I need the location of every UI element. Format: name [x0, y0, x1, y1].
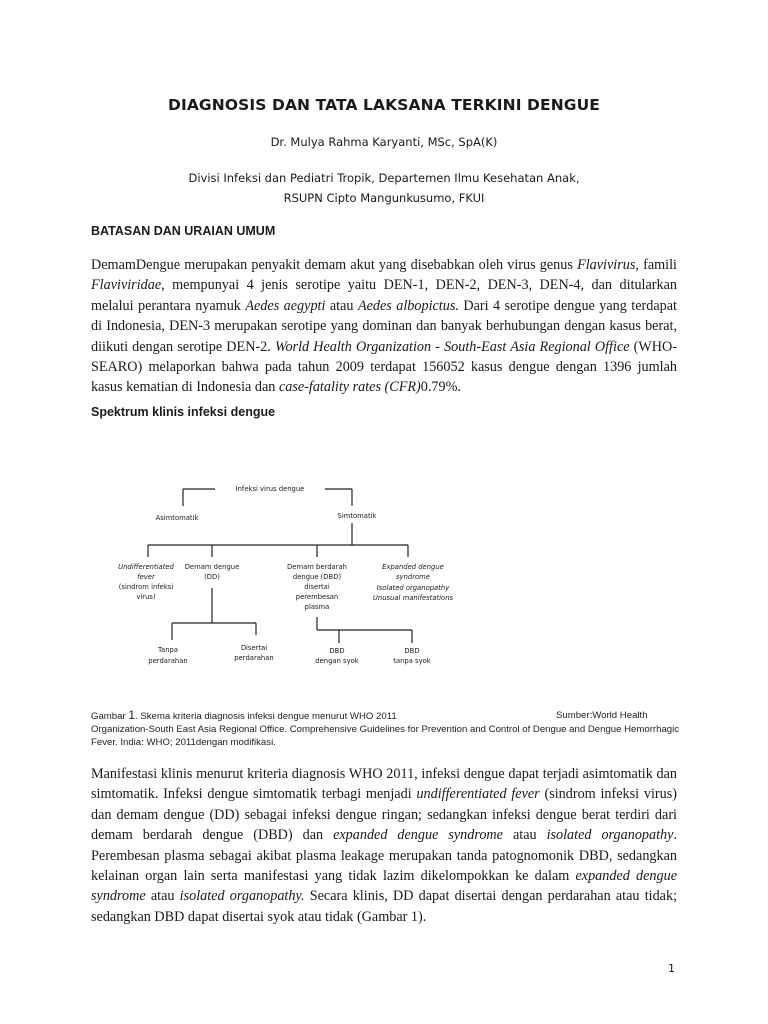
node-line: Disertai	[240, 644, 268, 652]
node-line: Expanded dengue	[382, 563, 444, 571]
section-heading-spektrum: Spektrum klinis infeksi dengue	[91, 405, 276, 419]
italic-run: expanded dengue syndrome	[333, 827, 503, 844]
affiliation-line-2: RSUPN Cipto Mangunkusumo, FKUI	[283, 191, 485, 205]
text-run: Dari 4 serotipe dengue yang terdapat di Indonesia, DEN-3 merupakan serotipe yang dominan dan banyak berhubungan dengan kasus berat, diikuti dengan serotipe DEN-2.	[91, 297, 677, 355]
text-run: Secara klinis, DD dapat disertai dengan perdarahan atau tidak; sedangkan DBD dapat disertai syok atau tidak (Gambar 1).	[91, 888, 678, 925]
italic-run: World Health Organization - South-East Asia Regional Office	[274, 338, 630, 355]
text-run: DemamDengue merupakan penyakit demam akut yang disebabkan oleh virus genus	[91, 257, 578, 273]
caption-line-2: Organization-South East Asia Regional Office. Comprehensive Guidelines for Prevention and Control of Dengue and Dengue Hemorrhagic	[91, 724, 680, 735]
node-asymptomatic: Asimtomatik	[155, 514, 199, 522]
node-dbd-no-shock	[393, 647, 430, 665]
node-line: dengan syok	[315, 657, 359, 665]
text-run: . Perembesan plasma sebagai akibat plasma leakage merupakan tanda patognomonik DBD, sedangkan kelainan organ lain serta manifestasi yang tidak lazim dikelompokkan ke dalam	[91, 827, 677, 885]
italic-run: expanded dengue syndrome	[91, 868, 677, 905]
text-run: atau	[325, 297, 358, 314]
node-line: (sindrom infeksi	[118, 583, 174, 591]
italic-run: Aedes albopictus.	[357, 297, 459, 314]
caption-number: 1	[128, 708, 136, 722]
italic-run: Aedes aegypti	[245, 297, 326, 314]
text-run: atau	[502, 827, 547, 844]
node-line: perdarahan	[148, 657, 188, 665]
node-symptomatic: Simtomatik	[337, 512, 377, 520]
node-undifferentiated-fever	[118, 563, 174, 601]
document-title: DIAGNOSIS DAN TATA LAKSANA TERKINI DENGUE	[168, 96, 600, 114]
node-demam-dengue	[185, 563, 240, 581]
text-run: 0.79%.	[420, 379, 461, 396]
text-run: (sindrom infeksi virus) dan demam dengue (DD) sebagai infeksi dengue ringan; sedangkan infeksi dengue berat terdiri dari demam berdarah dengue (DBD) dan	[91, 786, 677, 844]
affiliation-line-1: Divisi Infeksi dan Pediatri Tropik, Departemen Ilmu Kesehatan Anak,	[188, 171, 580, 185]
italic-run: undifferentiated fever	[416, 786, 540, 803]
node-line: syndrome	[396, 573, 430, 581]
author-line: Dr. Mulya Rahma Karyanti, MSc, SpA(K)	[270, 135, 498, 149]
italic-run: isolated organopathy.	[179, 888, 305, 905]
italic-run: isolated organopathy	[546, 827, 674, 844]
caption-line-3: Fever. India: WHO; 2011dengan modifikasi.	[91, 737, 276, 748]
italic-run: case-fatality rates (CFR)	[278, 379, 421, 396]
text-run: Manifestasi klinis menurut kriteria diagnosis WHO 2011, infeksi dengue dapat terjadi asimtomatik dan simtomatik. Infeksi dengue simtomatik terbagi menjadi	[91, 766, 677, 803]
node-line: dengue (DBD)	[292, 573, 342, 581]
node-line: virus)	[136, 593, 156, 601]
node-line: disertai	[304, 583, 330, 591]
node-line: Tanpa	[158, 646, 178, 654]
node-line: DBD	[329, 647, 345, 655]
caption-source-label: Sumber:World Health	[556, 710, 648, 721]
page-number: 1	[668, 962, 675, 975]
node-line: (DD)	[204, 573, 220, 581]
node-line: Demam berdarah	[287, 563, 347, 571]
node-line: Demam dengue	[184, 563, 240, 571]
node-line: Unusual manifestations	[372, 594, 454, 602]
node-line: perembesan	[295, 593, 339, 601]
node-expanded-dengue	[373, 563, 454, 602]
italic-run: Flaviviridae	[91, 277, 162, 294]
text-run: (WHO-SEARO) melaporkan bahwa pada tahun 2009 terdapat 156052 kasus dengue dengan 1396 jumlah kasus kematian di Indonesia dan	[91, 338, 677, 396]
node-no-bleeding	[148, 646, 187, 665]
node-line: fever	[137, 573, 155, 581]
node-line: plasma	[304, 603, 330, 611]
node-line: DBD	[404, 647, 420, 655]
caption-prefix: Gambar	[91, 711, 129, 722]
node-dbd	[287, 563, 347, 611]
node-dbd-shock	[315, 647, 358, 665]
italic-run: Flavivirus	[577, 257, 636, 273]
node-with-bleeding	[234, 644, 273, 662]
text-run: atau	[145, 888, 180, 905]
caption-text: . Skema kriteria diagnosis infeksi dengue menurut WHO 2011	[135, 711, 397, 722]
text-run: , mempunyai 4 jenis serotipe yaitu DEN-1, DEN-2, DEN-3, DEN-4, dan ditularkan melalui perantara nyamuk	[91, 277, 677, 314]
paragraph-clinical-manifestation	[91, 764, 677, 927]
node-root: Infeksi virus dengue	[235, 485, 305, 493]
text-run: , famili	[635, 257, 677, 273]
node-line: perdarahan	[234, 654, 274, 662]
figure-caption	[91, 709, 681, 749]
node-line: tanpa syok	[393, 657, 431, 665]
node-line: Isolated organopathy	[376, 584, 450, 592]
section-heading-batasan: BATASAN DAN URAIAN UMUM	[91, 224, 276, 238]
node-line: Undifferentiated	[118, 563, 174, 571]
